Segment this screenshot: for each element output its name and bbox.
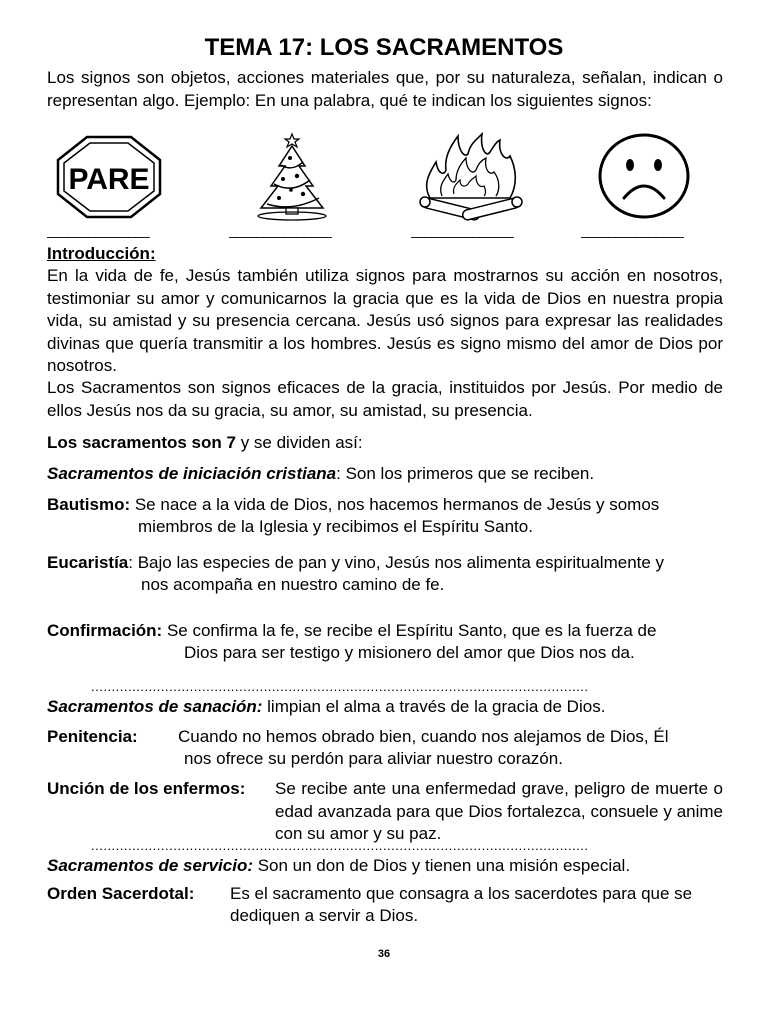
christmas-tree-icon: [245, 132, 340, 222]
orden-term: Orden Sacerdotal:: [47, 884, 195, 903]
sacramentos-count: Los sacramentos son 7 y se dividen así:: [47, 433, 363, 452]
sacramentos-definition: Los Sacramentos son signos eficaces de la gracia, instituidos por Jesús. Por medio de ellos Jesús nos da su gracia, su amor, su amistad, su presencia.: [47, 378, 723, 420]
introduccion-paragraph: En la vida de fe, Jesús también utiliza signos para mostrarnos su acción en nosotros, testimoniar su amor y comunicarnos la gracia que es la vida de Dios en nuestra propia vida, su amistad y su presencia cercana. Jesús usó signos para expresar las realidades divinas que quería transmitir a los hombres. Jesús es signo mismo del amor de Dios por nosotros.: [47, 266, 723, 375]
stop-sign-icon: [55, 134, 163, 220]
answer-blank: _______________: [411, 222, 513, 238]
bautismo-entry: Bautismo: Se nace a la vida de Dios, nos hacemos hermanos de Jesús y somos: [47, 495, 660, 514]
stop-sign-label: PARE: [68, 163, 150, 196]
page-number: 36: [377, 948, 391, 960]
penitencia-term: Penitencia:: [47, 727, 138, 746]
eucaristia-entry: Eucaristía: Bajo las especies de pan y vino, Jesús nos alimenta espiritualmente y: [47, 553, 665, 572]
servicio-heading: Sacramentos de servicio: Son un don de Dios y tienen una misión especial.: [47, 856, 631, 875]
fire-icon: [416, 132, 526, 224]
answer-blank: _______________: [47, 222, 149, 238]
penitencia-continuation: nos ofrece su perdón para aliviar nuestro corazón.: [184, 749, 563, 768]
intro-paragraph: Los signos son objetos, acciones materiales que, por su naturaleza, señalan, indican o representan algo. Ejemplo: En una palabra, qué te indican los siguientes signos:: [47, 68, 723, 110]
page-title: TEMA 17: LOS SACRAMENTOS: [204, 34, 564, 61]
uncion-text: Se recibe ante una enfermedad grave, peligro de muerte o edad avanzada para que Dios fortalezca, consuele y anime con su amor y su paz.: [275, 779, 723, 843]
dotted-separator: .........................................................................................................................: [91, 679, 589, 694]
orden-text: Es el sacramento que consagra a los sacerdotes para que se: [230, 884, 693, 903]
penitencia-text: Cuando no hemos obrado bien, cuando nos alejamos de Dios, Él: [178, 727, 669, 746]
dotted-separator: .........................................................................................................................: [91, 838, 589, 853]
iniciacion-heading: Sacramentos de iniciación cristiana: Son los primeros que se reciben.: [47, 464, 595, 483]
answer-blank: _______________: [581, 222, 683, 238]
sad-face-icon: [597, 132, 691, 220]
confirmacion-continuation: Dios para ser testigo y misionero del amor que Dios nos da.: [184, 643, 635, 662]
introduccion-heading: Introducción:: [47, 244, 156, 263]
answer-blank: _______________: [229, 222, 331, 238]
bautismo-continuation: miembros de la Iglesia y recibimos el Espíritu Santo.: [138, 517, 533, 536]
sanacion-heading: Sacramentos de sanación: limpian el alma a través de la gracia de Dios.: [47, 697, 606, 716]
uncion-term: Unción de los enfermos:: [47, 779, 246, 798]
eucaristia-continuation: nos acompaña en nuestro camino de fe.: [141, 575, 445, 594]
orden-continuation: dediquen a servir a Dios.: [230, 906, 419, 925]
confirmacion-entry: Confirmación: Se confirma la fe, se recibe el Espíritu Santo, que es la fuerza de: [47, 621, 657, 640]
